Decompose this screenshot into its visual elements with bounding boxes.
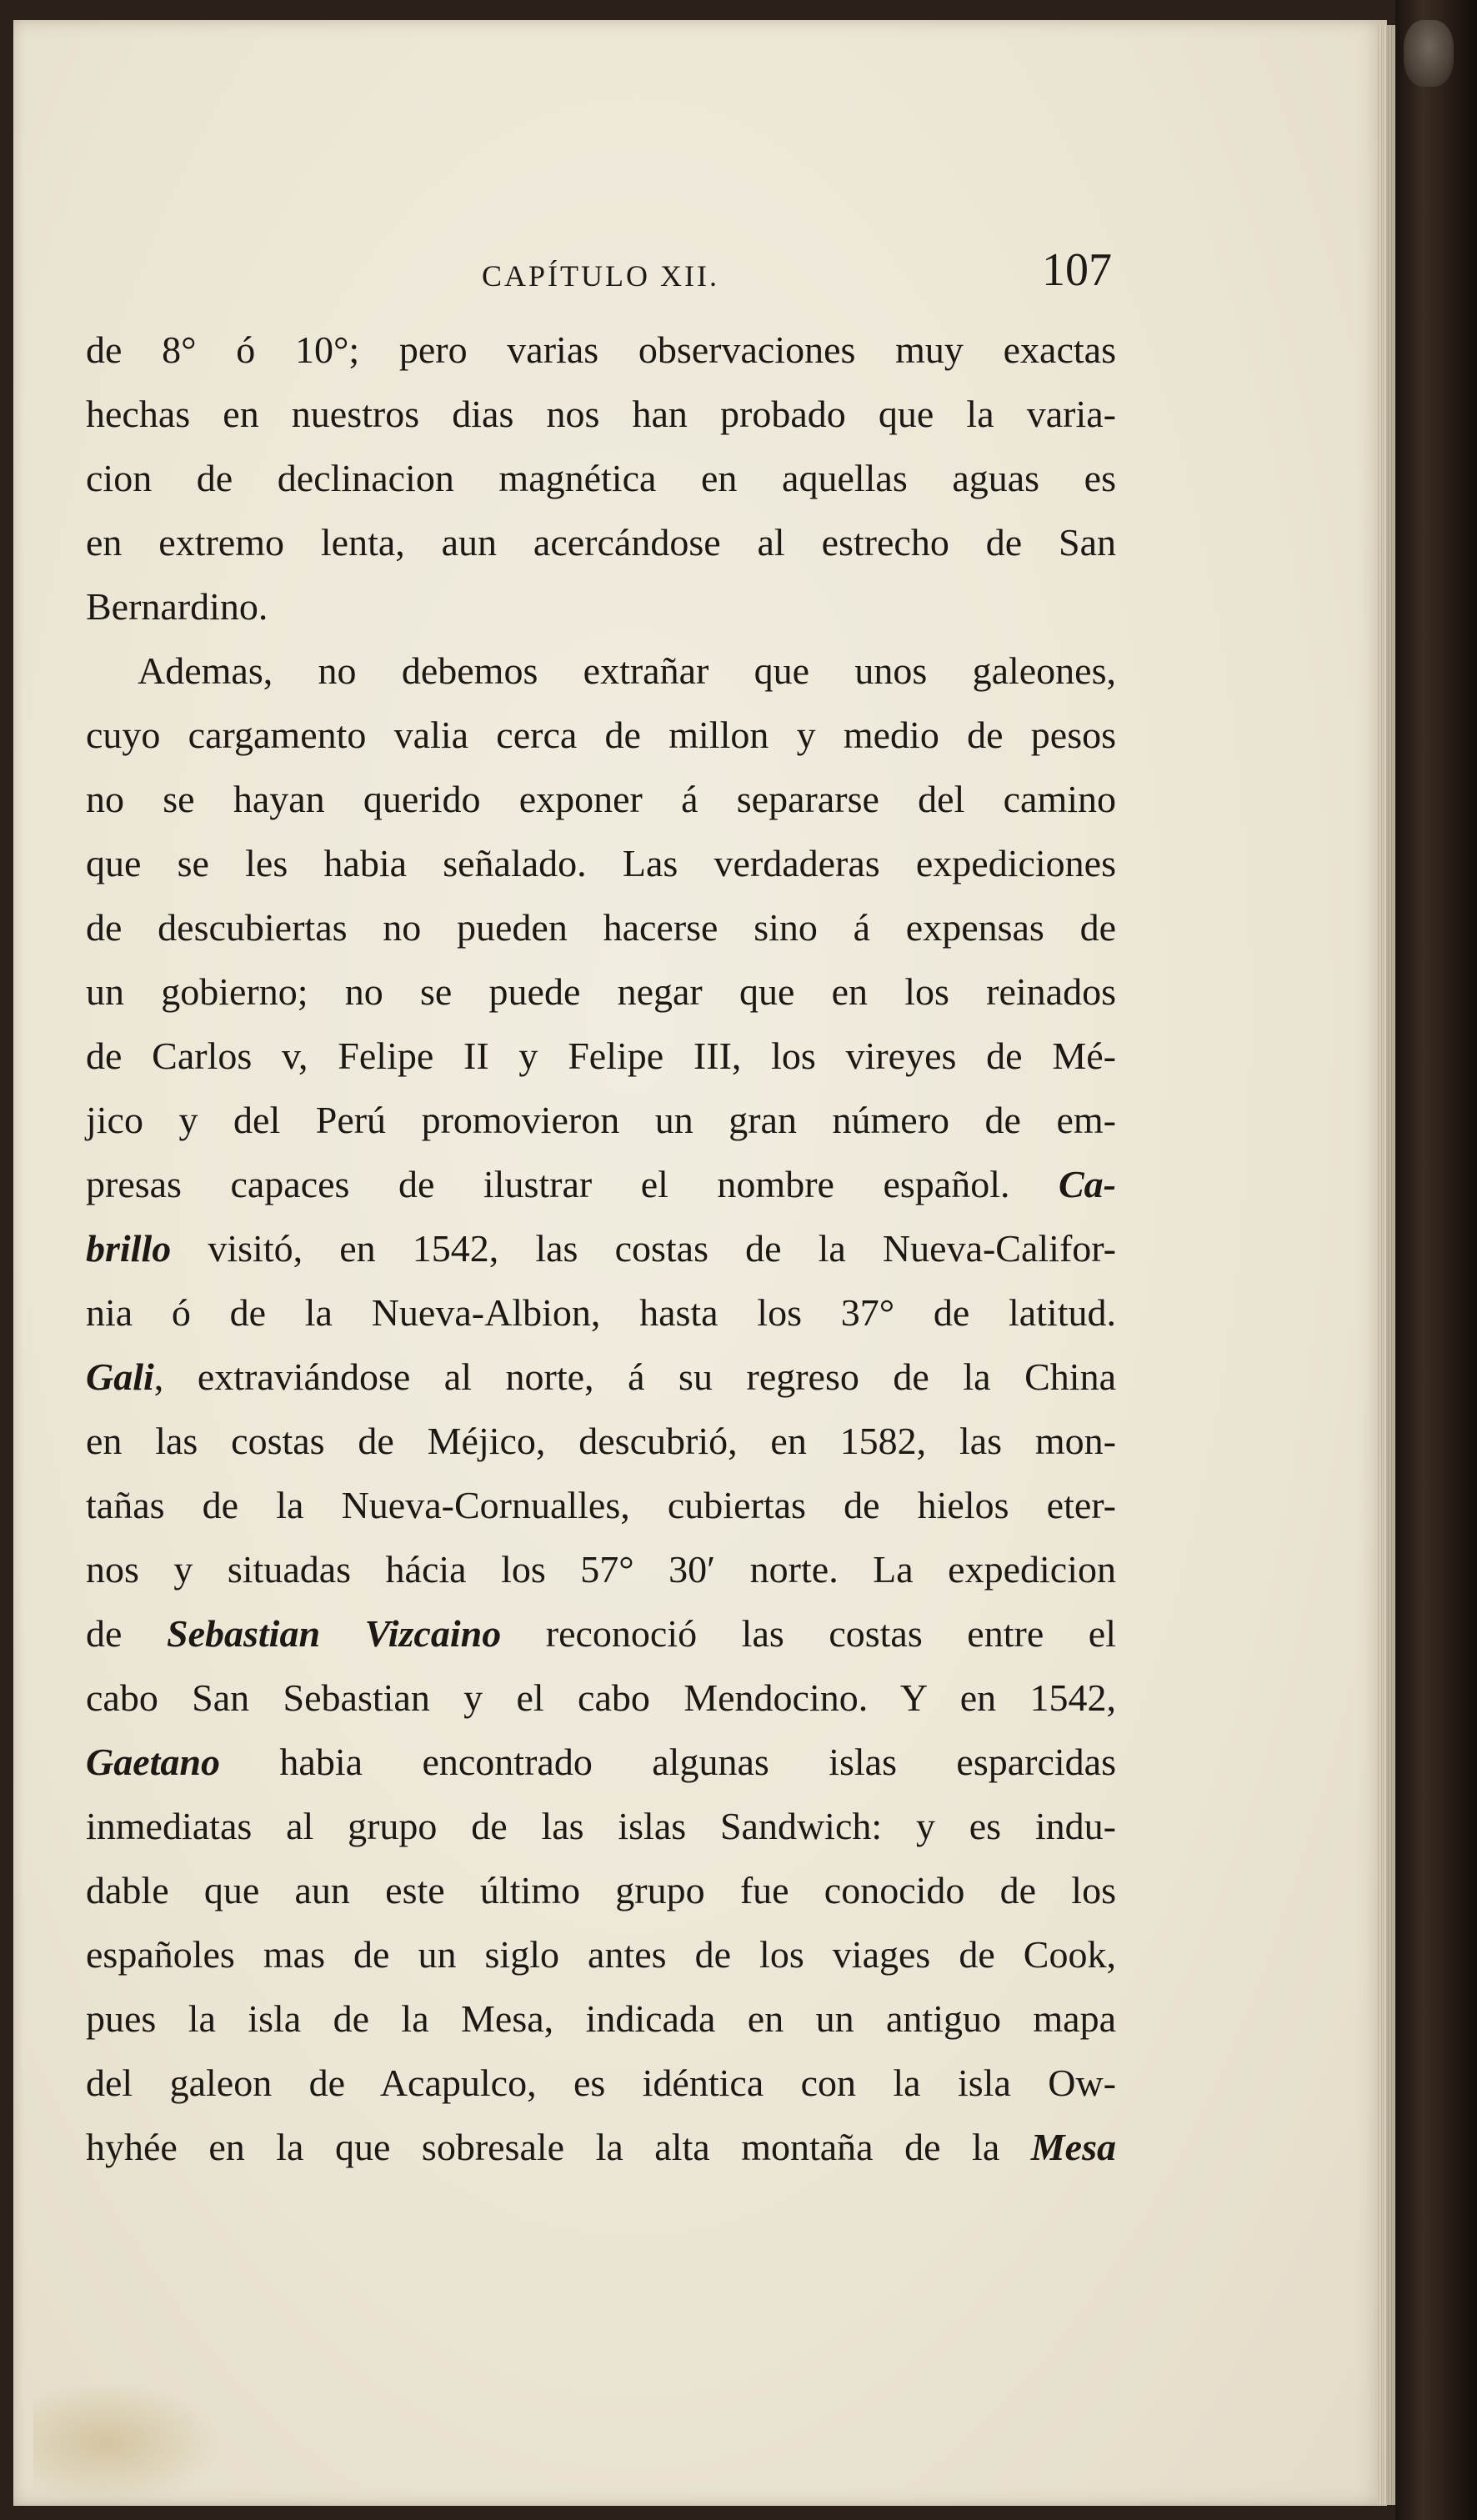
text-line: en las costas de Méjico, descubrió, en 1582, las mon- [86,1420,1116,1462]
body-text [86,318,1116,2179]
text-line: españoles mas de un siglo antes de los viages de Cook, [86,1933,1116,1976]
text-line: hyhée en la que sobresale la alta montaña de la Mesa [86,2126,1116,2168]
running-header [0,238,1477,297]
text-line: de descubiertas no pueden hacerse sino á expensas de [86,906,1116,949]
text-line: pues la isla de la Mesa, indicada en un antiguo mapa [86,1997,1116,2040]
italic-name-gaetano: Gaetano [86,1741,220,1783]
text-line: nos y situadas hácia los 57° 30′ norte. La expedicion [86,1548,1116,1591]
text-line-paragraph-start: Ademas, no debemos extrañar que unos galeones, [138,649,1116,692]
italic-name-vizcaino: Sebastian Vizcaino [166,1612,502,1655]
text-line: de Carlos v, Felipe II y Felipe III, los vireyes de Mé- [86,1035,1116,1077]
text-line: que se les habia señalado. Las verdaderas expediciones [86,842,1116,884]
text-line: un gobierno; no se puede negar que en los reinados [86,970,1116,1013]
text-line-paragraph-end: Bernardino. [86,585,268,628]
text-line: de Sebastian Vizcaino reconoció las costas entre el [86,1612,1116,1655]
text-line: hechas en nuestros dias nos han probado que la varia- [86,393,1116,435]
text-line: tañas de la Nueva-Cornualles, cubiertas de hielos eter- [86,1484,1116,1526]
page-number: 107 [1042,244,1112,296]
italic-name-cabrillo: Ca- [1059,1163,1116,1205]
italic-name-cabrillo: brillo [86,1227,172,1270]
text-line: de 8° ó 10°; pero varias observaciones muy exactas [86,328,1116,371]
text-line: en extremo lenta, aun acercándose al estrecho de San [86,521,1116,564]
text-line: Gali, extraviándose al norte, á su regreso de la China [86,1355,1116,1398]
page-edge [1377,25,1395,2505]
italic-name-gali: Gali [86,1355,154,1398]
chapter-heading: CAPÍTULO XII. [482,259,719,293]
text-line: cuyo cargamento valia cerca de millon y medio de pesos [86,714,1116,756]
text-line: Gaetano habia encontrado algunas islas esparcidas [86,1741,1116,1783]
text-line: no se hayan querido exponer á separarse del camino [86,778,1116,820]
binding-wear-mark [1404,20,1454,87]
text-line: cabo San Sebastian y el cabo Mendocino. Y en 1542, [86,1676,1116,1719]
text-line: presas capaces de ilustrar el nombre español. Ca- [86,1163,1116,1205]
text-line: dable que aun este último grupo fue conocido de los [86,1869,1116,1911]
paper-stain [33,2384,217,2501]
book-binding [1395,0,1477,2520]
text-line: cion de declinacion magnética en aquellas aguas es [86,457,1116,499]
text-line: jico y del Perú promovieron un gran número de em- [86,1099,1116,1141]
text-line: inmediatas al grupo de las islas Sandwich: y es indu- [86,1805,1116,1847]
text-line: nia ó de la Nueva-Albion, hasta los 37° de latitud. [86,1291,1116,1334]
text-line: del galeon de Acapulco, es idéntica con la isla Ow- [86,2062,1116,2104]
italic-name-mesa: Mesa [1030,2126,1116,2168]
text-line: brillo visitó, en 1542, las costas de la Nueva-Califor- [86,1227,1116,1270]
